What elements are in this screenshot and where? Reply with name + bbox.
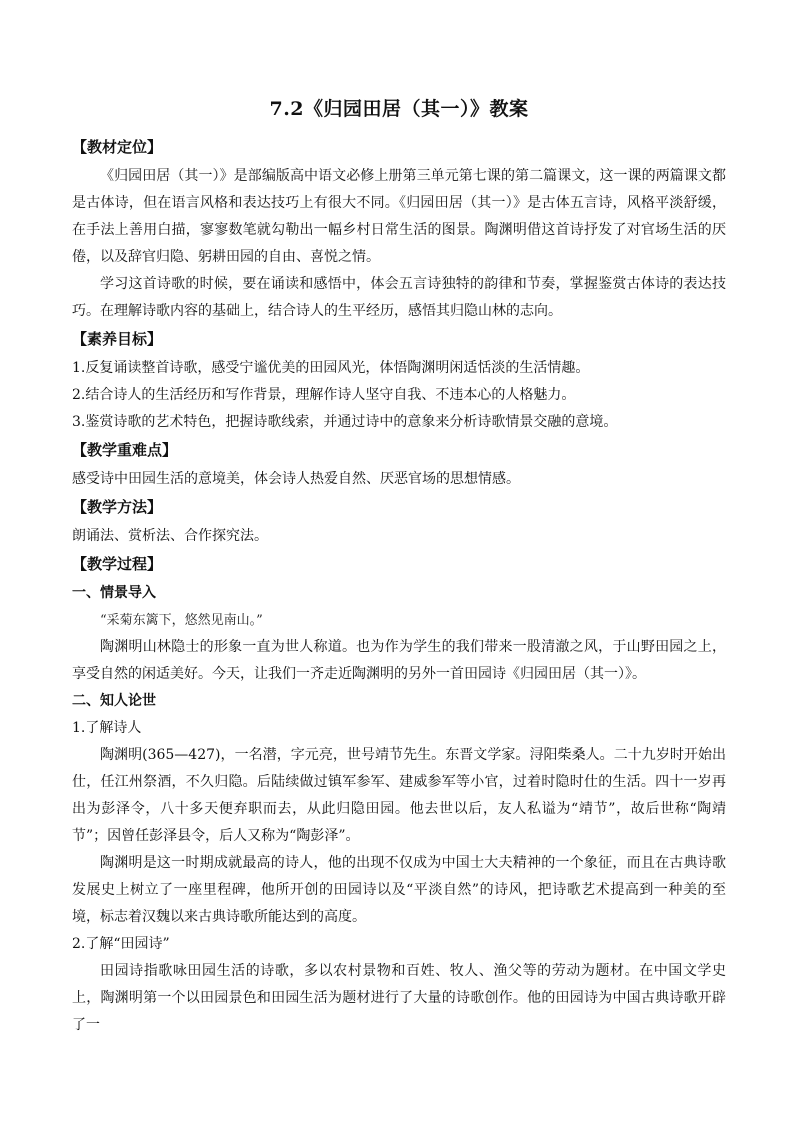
document-page — [72, 96, 726, 1039]
part-heading-know-the-poet: 二、知人论世 — [72, 693, 156, 709]
paragraph-textbook-position-1: 《归园田居（其一）》是部编版高中语文必修上册第三单元第七课的第二篇课文，这一课的两篇课文都是古体诗，但在语言风格和表达技巧上有很大不同。《归园田居（其一）》是古体五言诗，风格平淡舒缓，在手法上善用白描，寥寥数笔就勾勒出一幅乡村日常生活的图景。陶渊明借这首诗抒发了对官场生活的厌倦，以及辞官归隐、躬耕田园的自由、喜悦之情。 — [72, 168, 726, 265]
intro-quote: “采菊东篱下，悠然见南山。” — [100, 613, 263, 628]
paragraph-key-difficulties: 感受诗中田园生活的意境美，体会诗人热爱自然、厌恶官场的思想情感。 — [72, 471, 520, 487]
subheading-about-poet: 1.了解诗人 — [72, 720, 142, 736]
section-heading-key-difficulties: 【教学重难点】 — [72, 441, 178, 459]
section-heading-textbook-position: 【教材定位】 — [72, 138, 163, 156]
goal-item-3: 3.鉴赏诗歌的艺术特色，把握诗歌线索，并通过诗中的意象来分析诗歌情景交融的意境。 — [72, 414, 618, 430]
goal-item-1: 1.反复诵读整首诗歌，感受宁谧优美的田园风光，体悟陶渊明闲适恬淡的生活情趣。 — [72, 360, 590, 376]
section-heading-literacy-goals: 【素养目标】 — [72, 330, 163, 348]
part-heading-introduction: 一、情景导入 — [72, 585, 156, 601]
subheading-pastoral-poetry: 2.了解“田园诗” — [72, 936, 170, 952]
paragraph-pastoral-poetry: 田园诗指歌咏田园生活的诗歌，多以农村景物和百姓、牧人、渔父等的劳动为题材。在中国文学史上，陶渊明第一个以田园景色和田园生活为题材进行了大量的诗歌创作。他的田园诗为中国古典诗歌开辟了一 — [72, 963, 726, 1033]
section-heading-teaching-process: 【教学过程】 — [72, 555, 163, 573]
goal-item-2: 2.结合诗人的生活经历和写作背景，理解作诗人坚守自我、不违本心的人格魅力。 — [72, 387, 576, 403]
paragraph-about-poet-1: 陶渊明(365—427)，一名潜，字元亮，世号靖节先生。东晋文学家。浔阳柴桑人。二十九岁时开始出仕，任江州祭酒，不久归隐。后陆续做过镇军参军、建威参军等小官，过着时隐时仕的生活。四十一岁再出为彭泽令，八十多天便弃职而去，从此归隐田园。他去世以后，友人私谥为“靖节”，故后世称“陶靖节”；因曾任彭泽县令，后人又称为“陶彭泽”。 — [72, 747, 726, 844]
paragraph-teaching-methods: 朗诵法、赏析法、合作探究法。 — [72, 528, 268, 544]
paragraph-textbook-position-2: 学习这首诗歌的时候，要在诵读和感悟中，体会五言诗独特的韵律和节奏，掌握鉴赏古体诗的表达技巧。在理解诗歌内容的基础上，结合诗人的生平经历，感悟其归隐山林的志向。 — [72, 276, 726, 319]
document-title: 7.2《归园田居（其一）》教案 — [269, 98, 529, 120]
paragraph-introduction: 陶渊明山林隐士的形象一直为世人称道。也为作为学生的我们带来一股清澈之风，于山野田园之上，享受自然的闲适美好。今天，让我们一齐走近陶渊明的另外一首田园诗《归园田居（其一）》。 — [72, 639, 726, 682]
section-heading-teaching-methods: 【教学方法】 — [72, 498, 163, 516]
paragraph-about-poet-2: 陶渊明是这一时期成就最高的诗人，他的出现不仅成为中国士大夫精神的一个象征，而且在古典诗歌发展史上树立了一座里程碑，他所开创的田园诗以及“平淡自然”的诗风，把诗歌艺术提高到一种美的至境，标志着汉魏以来古典诗歌所能达到的高度。 — [72, 855, 726, 925]
